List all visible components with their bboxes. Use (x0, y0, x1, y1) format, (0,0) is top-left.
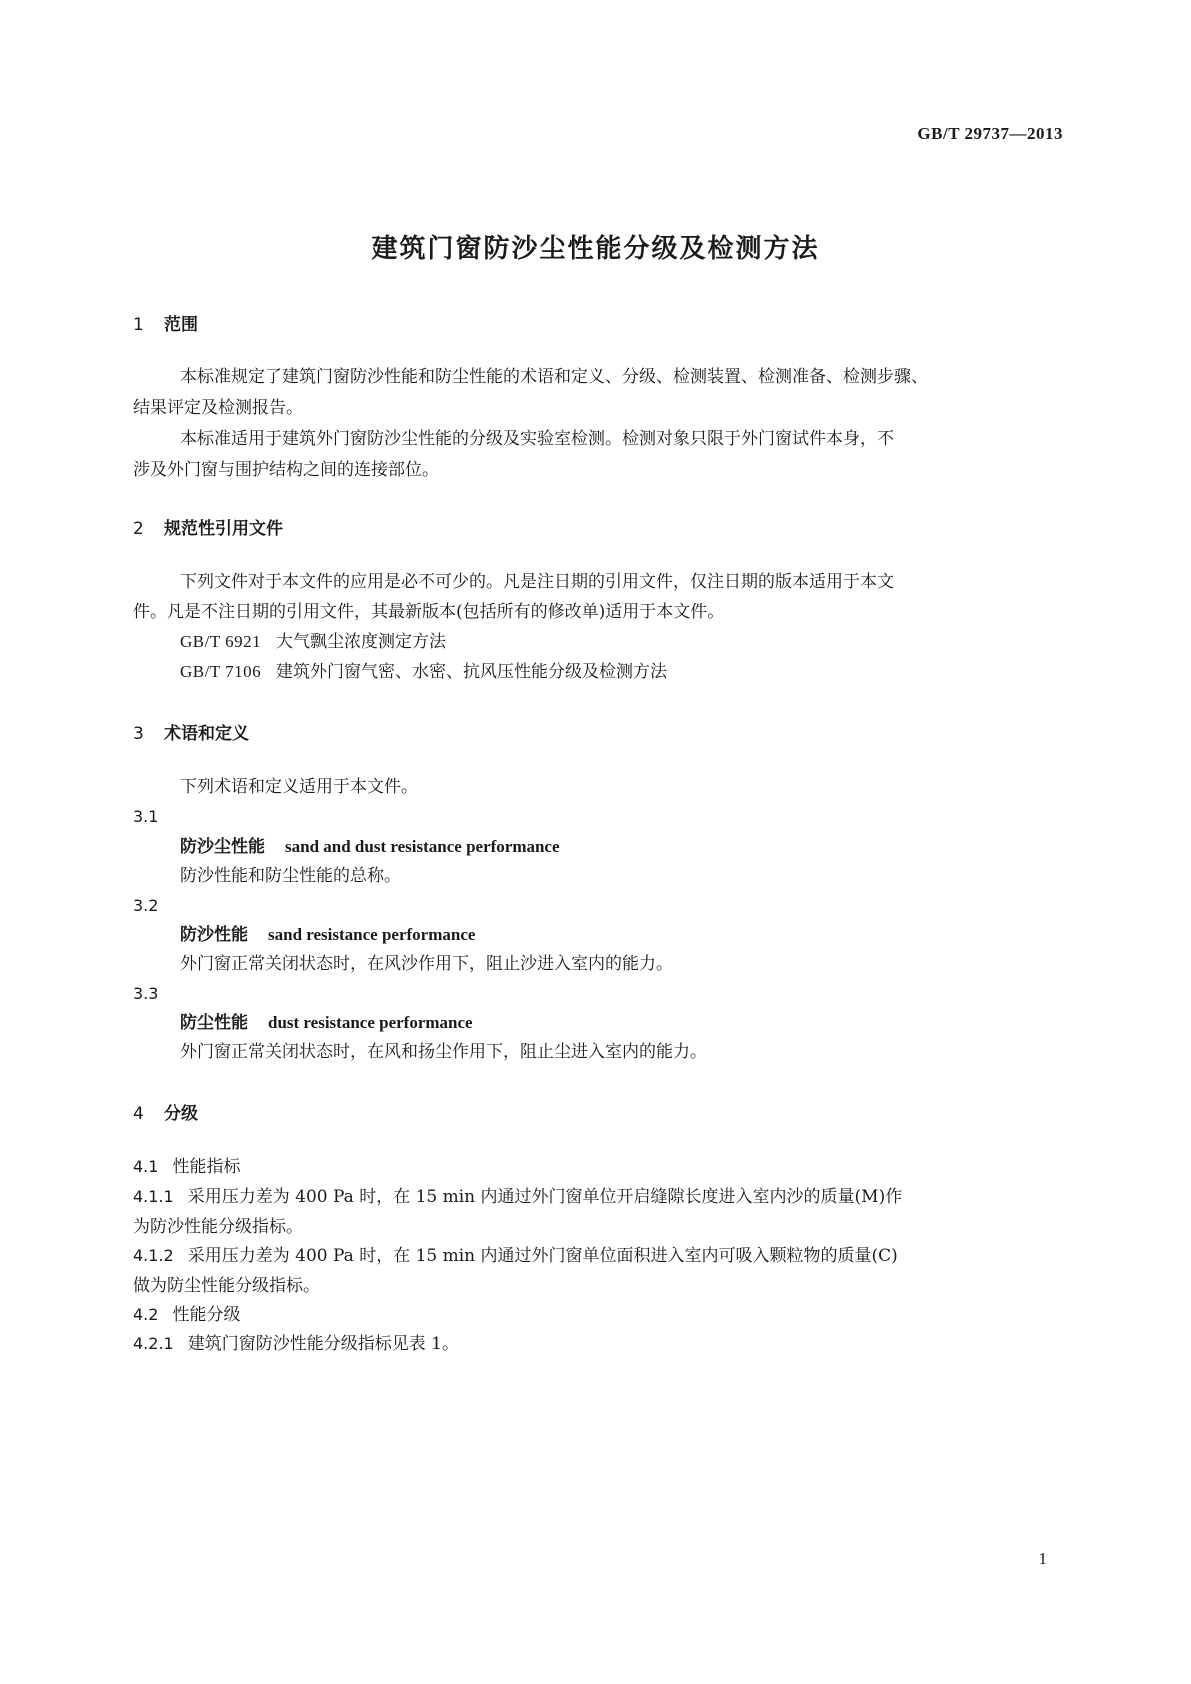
term-name-cn: 防沙性能 (180, 925, 248, 945)
reference-title: 建筑外门窗气密、水密、抗风压性能分级及检测方法 (276, 662, 667, 682)
standard-code: GB/T 29737—2013 (917, 124, 1063, 143)
term-heading (180, 836, 560, 858)
clause-title: 性能分级 (172, 1305, 241, 1325)
term-definition: 外门窗正常关闭状态时，在风和扬尘作用下，阻止尘进入室内的能力。 (180, 1042, 707, 1062)
term-name-en: sand and dust resistance performance (285, 837, 560, 856)
section-3-heading (133, 719, 249, 744)
clause-4-1-1 (133, 1186, 902, 1208)
paragraph-line: 做为防尘性能分级指标。 (133, 1276, 320, 1296)
clause-text: 采用压力差为 400 Pa 时，在 15 min 内通过外门窗单位开启缝隙长度进入室内沙的质量(M)作 (187, 1187, 903, 1207)
section-title: 规范性引用文件 (164, 519, 283, 539)
term-number: 3.1 (133, 807, 159, 826)
paragraph-line: 结果评定及检测报告。 (133, 398, 303, 418)
section-number: 2 (133, 519, 144, 539)
paragraph-line: 为防沙性能分级指标。 (133, 1217, 303, 1237)
reference-code: GB/T 7106 (180, 662, 262, 681)
term-number: 3.2 (133, 896, 159, 915)
section-1-heading (133, 310, 198, 335)
section-title: 术语和定义 (164, 724, 249, 744)
reference-code: GB/T 6921 (180, 632, 262, 651)
clause-number: 4.1.1 (133, 1187, 174, 1206)
section-number: 3 (133, 724, 144, 744)
term-definition: 外门窗正常关闭状态时，在风沙作用下，阻止沙进入室内的能力。 (180, 954, 673, 974)
clause-number: 4.2 (133, 1305, 159, 1324)
clause-title: 性能指标 (172, 1157, 241, 1177)
term-name-en: dust resistance performance (268, 1013, 473, 1032)
paragraph-line: 涉及外门窗与围护结构之间的连接部位。 (133, 460, 439, 480)
paragraph-line: 下列文件对于本文件的应用是必不可少的。凡是注日期的引用文件，仅注日期的版本适用于本文 (180, 572, 894, 592)
reference-title: 大气飘尘浓度测定方法 (276, 632, 446, 652)
paragraph-line: 件。凡是不注日期的引用文件，其最新版本(包括所有的修改单)适用于本文件。 (133, 602, 725, 622)
paragraph-line: 本标准适用于建筑外门窗防沙尘性能的分级及实验室检测。检测对象只限于外门窗试件本身，不 (180, 429, 894, 449)
page-number: 1 (1038, 1549, 1047, 1568)
term-heading (180, 1012, 473, 1034)
section-number: 4 (133, 1104, 144, 1124)
section-title: 分级 (164, 1104, 198, 1124)
section-4-heading (133, 1099, 198, 1124)
section-2-heading (133, 514, 283, 539)
paragraph-line: 本标准规定了建筑门窗防沙性能和防尘性能的术语和定义、分级、检测装置、检测准备、检测步骤、 (180, 367, 928, 387)
clause-number: 4.2.1 (133, 1334, 174, 1353)
term-heading (180, 924, 475, 946)
section-number: 1 (133, 315, 144, 335)
reference-item (180, 631, 446, 653)
term-name-en: sand resistance performance (268, 925, 476, 944)
paragraph-line: 下列术语和定义适用于本文件。 (180, 777, 418, 797)
term-number: 3.3 (133, 984, 159, 1003)
term-name-cn: 防尘性能 (180, 1013, 248, 1033)
clause-4-1-2 (133, 1245, 898, 1267)
clause-4-1 (133, 1156, 240, 1178)
term-name-cn: 防沙尘性能 (180, 837, 265, 857)
clause-text: 建筑门窗防沙性能分级指标见表 1。 (187, 1334, 459, 1354)
term-definition: 防沙性能和防尘性能的总称。 (180, 866, 401, 886)
clause-4-2 (133, 1304, 240, 1326)
clause-number: 4.1.2 (133, 1246, 174, 1265)
document-title: 建筑门窗防沙尘性能分级及检测方法 (371, 234, 820, 264)
clause-text: 采用压力差为 400 Pa 时，在 15 min 内通过外门窗单位面积进入室内可吸入颗粒物的质量(C) (187, 1246, 898, 1266)
clause-number: 4.1 (133, 1157, 159, 1176)
section-title: 范围 (164, 315, 198, 335)
reference-item (180, 661, 667, 683)
clause-4-2-1 (133, 1333, 459, 1355)
